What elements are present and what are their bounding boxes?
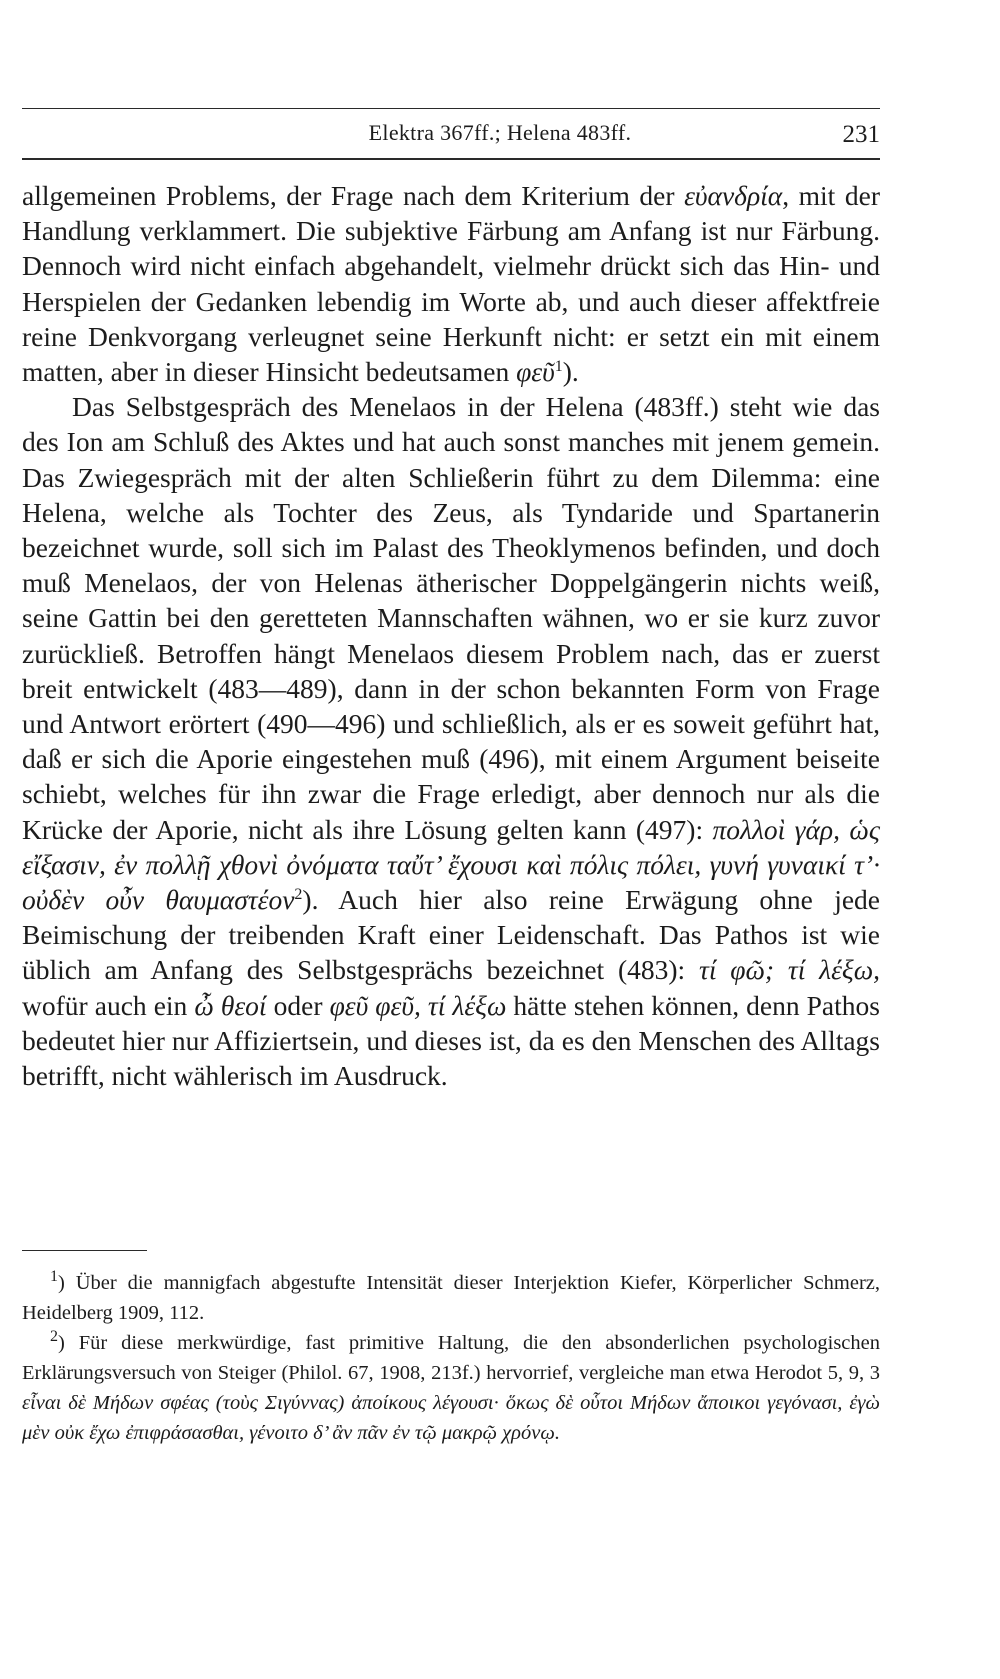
text-run: oder — [266, 989, 330, 1021]
page-number: 231 — [842, 121, 880, 148]
running-title: Elektra 367ff.; Helena 483ff. — [368, 120, 632, 145]
text-run: ). Auch hier also reine Erwägung ohne jede Beimischung der treibenden Kraft einer Leidenschaft. Das Pathos ist wie üblich am Anfang des Selbstgesprächs bezeichnet (483): — [22, 884, 881, 986]
text-run: allgemeinen Problems, der Frage nach dem Kriterium der — [22, 180, 685, 211]
paragraph-2 — [22, 389, 880, 1093]
footnote-1 — [22, 1268, 880, 1328]
paragraph-1 — [22, 178, 880, 389]
text-run: ). — [562, 356, 579, 388]
header-bottom-rule — [22, 158, 880, 160]
footnote-marker: 2 — [50, 1328, 58, 1346]
footnote-ref-1: 1 — [554, 357, 563, 375]
text-run: , mit der Handlung verklammert. Die subjektive Färbung am Anfang ist nur Färbung. Dennoch wird nicht einfach abgehandelt, vielmehr drückt sich das Hin- und Herspielen der Gedanken lebendig im Worte ab, und auch dieser affektfreie reine Denkvorgang verleugnet seine Herkunft nicht: er setzt ein mit einem matten, aber in dieser Hinsicht bedeutsamen — [22, 180, 880, 388]
footnote-marker: 1 — [50, 1268, 58, 1286]
footnote-separator — [22, 1250, 147, 1251]
greek-quote: ὦ θεοί — [194, 989, 267, 1021]
greek-quote: εἶναι δὲ Μήδων σφέας (τοὺς Σιγύννας) ἀποίκους λέγουσι· ὅκως δὲ οὗτοι Μήδων ἄποικοι γεγόνασι, ἐγὼ μὲν οὐκ ἔχω ἐπιφράσασθαι, γένοιτο δ’ ἂν πᾶν ἐν τῷ μακρῷ χρόνῳ. — [22, 1392, 880, 1444]
text-run: wofür auch ein — [22, 989, 195, 1021]
footnote-text: ) Über die mannigfach abgestufte Intensität dieser Interjektion Kiefer, Körperlicher Schmerz, Heidelberg 1909, 112. — [22, 1272, 880, 1324]
greek-quote: φεῦ φεῦ, τί λέξω — [329, 989, 507, 1021]
footnotes — [22, 1268, 880, 1448]
greek-quote: πολλοὶ γάρ, ὡς εἴξασιν, ἐν πολλῇ χθονὶ ὀνόματα ταὔτ’ ἔχουσι καὶ πόλις πόλει, γυνή γυναικί τ’· οὐδὲν οὖν θαυμαστέον — [22, 813, 880, 916]
greek-quote: τί φῶ; τί λέξω, — [699, 954, 880, 986]
header-top-rule — [22, 108, 880, 109]
text-run: hätte stehen können, denn Pathos bedeutet hier nur Affiziertsein, und dieses ist, da es den Menschen des Alltags betrifft, nicht wählerisch im Ausdruck. — [22, 989, 880, 1092]
body-text — [22, 178, 880, 1093]
footnote-ref-2: 2 — [294, 885, 303, 903]
text-run: Das Selbstgespräch des Menelaos in der Helena (483ff.) steht wie das des Ion am Schluß des Aktes und hat auch sonst manches mit jenem gemein. Das Zwiegespräch mit der alten Schließerin führt zu dem Dilemma: eine Helena, welche als Tochter des Zeus, als Tyndaride und Spartanerin bezeichnet wurde, soll sich im Palast des Theoklymenos befinden, und doch muß Menelaos, der von Helenas ätherischer Doppelgängerin nichts weiß, seine Gattin bei den geretteten Mannschaften wähnen, wo er sie kurz zuvor zurückließ. Betroffen hängt Menelaos diesem Problem nach, das er zuerst breit entwickelt (483—489), dann in der schon bekannten Form von Frage und Antwort erörtert (490—496) und schließlich, als er es soweit geführt hat, daß er sich die Aporie eingestehen muß (496), mit einem Argument beiseite schiebt, welches für ihn zwar die Frage erledigt, aber dennoch nur als die Krücke der Aporie, nicht als ihre Lösung gelten kann (497): — [22, 391, 880, 845]
footnote-text: ) Für diese merkwürdige, fast primitive Haltung, die den absonderlichen psychologischen Erklärungsversuch von Steiger (Philol. 67, 1908, 213f.) hervorrief, vergleiche man etwa Herodot 5, 9, 3 — [22, 1332, 880, 1384]
greek-word: εὐανδρία — [684, 180, 783, 211]
greek-word: φεῦ — [516, 356, 555, 388]
footnote-2 — [22, 1328, 880, 1448]
